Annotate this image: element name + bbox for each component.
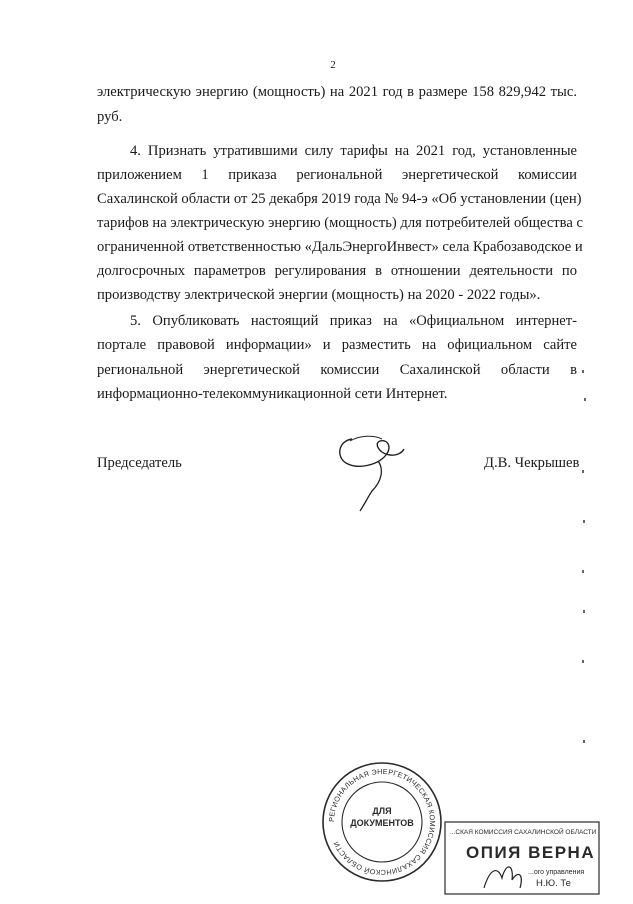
paragraph-3-line-1: электрическую энергию (мощность) на 2021 год в размере 158 829,942 тыс. — [97, 84, 577, 100]
scan-speck — [584, 398, 586, 401]
scan-speck — [582, 660, 584, 663]
paragraph-4-line-5: ограниченной ответственностью «ДальЭнергоИнвест» села Крабозаводское и — [97, 239, 583, 255]
stamp-center-line-1: ДЛЯ — [372, 806, 392, 816]
paragraph-5-line-4: информационно-телекоммуникационной сети Интернет. — [97, 386, 448, 402]
paragraph-4-line-6: долгосрочных параметров регулирования в отношении деятельности по — [97, 263, 577, 279]
paragraph-5-line-2: портале правовой информации» и разместить на официальном сайте — [97, 337, 577, 353]
paragraph-4-line-3: Сахалинской области от 25 декабря 2019 года № 94-э «Об установлении (цен) — [97, 191, 582, 207]
copy-stamp-header: ...СКАЯ КОМИССИЯ САХАЛИНСКОЙ ОБЛАСТИ — [450, 829, 597, 836]
paragraph-4-line-2: приложением 1 приказа региональной энергетической комиссии — [97, 167, 577, 183]
scan-speck — [582, 370, 584, 373]
signatory-name: Д.В. Чекрышев — [484, 455, 580, 471]
scan-speck — [582, 570, 584, 573]
paragraph-3-line-2: руб. — [97, 109, 123, 125]
scan-speck — [582, 470, 584, 473]
copy-certification-stamp — [444, 818, 604, 898]
copy-stamp-line: ...ого управления — [528, 869, 585, 876]
official-round-stamp — [320, 760, 444, 884]
scan-speck — [583, 610, 585, 613]
stamp-ring-text: РЕГИОНАЛЬНАЯ ЭНЕРГЕТИЧЕСКАЯ КОМИССИЯ САХАЛИНСКОЙ ОБЛАСТИ — [326, 766, 438, 878]
scan-speck — [583, 740, 585, 743]
paragraph-5-line-1: 5. Опубликовать настоящий приказ на «Официальном интернет- — [130, 313, 577, 329]
paragraph-4-line-7: производству электрической энергии (мощность) на 2020 - 2022 годы». — [97, 287, 541, 303]
scan-speck — [583, 520, 585, 523]
stamp-center-line-2: ДОКУМЕНТОВ — [350, 818, 414, 828]
copy-stamp-name: Н.Ю. Те — [536, 878, 571, 889]
paragraph-4-line-1: 4. Признать утратившими силу тарифы на 2021 год, установленные — [130, 143, 577, 159]
paragraph-4-line-4: тарифов на электрическую энергию (мощность) для потребителей общества с — [97, 215, 583, 231]
signatory-title: Председатель — [97, 455, 182, 471]
paragraph-5-line-3: региональной энергетической комиссии Сахалинской области в — [97, 362, 577, 378]
page-number: 2 — [330, 59, 336, 71]
handwritten-signature — [330, 425, 420, 515]
copy-stamp-title: ОПИЯ ВЕРНА — [466, 843, 596, 862]
